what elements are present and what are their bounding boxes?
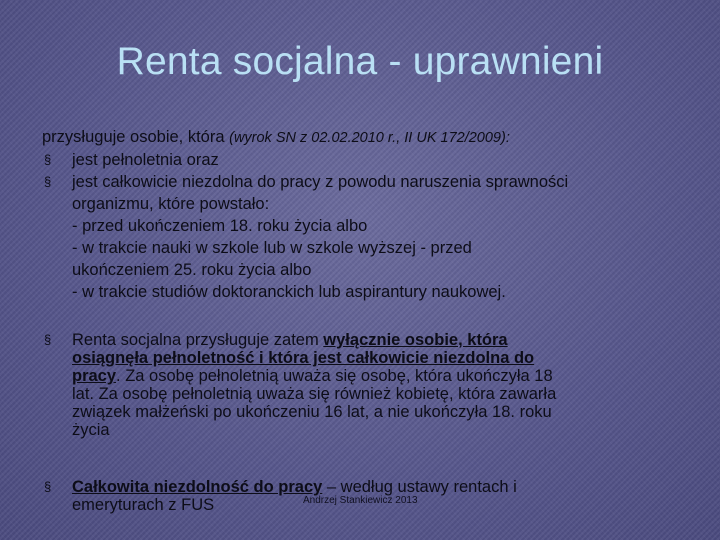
bullet-incapable-line2: organizmu, które powstało: (72, 195, 270, 213)
bullet-marker-icon: § (44, 152, 52, 167)
bullet-marker-icon: § (44, 174, 52, 189)
intro-line (42, 126, 682, 149)
bullet-summary (42, 331, 682, 439)
summary-emphasis-1: wyłącznie osobie, która (323, 331, 508, 349)
summary-line1 (72, 331, 682, 349)
summary-line4: lat. Za osobę pełnoletnią uważa się również kobietę, która zawarła (72, 385, 557, 403)
definition-line1 (72, 478, 682, 496)
definition-text: – według ustawy rentach i (322, 478, 517, 496)
slide-body (42, 126, 682, 303)
condition-before-18: - przed ukończeniem 18. roku życia albo (72, 217, 368, 235)
summary-line2 (72, 349, 682, 367)
summary-emphasis-2: osiągnęła pełnoletność i która jest całkowicie niezdolna do (72, 349, 535, 367)
condition-school-line1: - w trakcie nauki w szkole lub w szkole wyższej - przed (72, 239, 472, 257)
bullet-marker-icon: § (44, 332, 52, 347)
bullet-marker-icon: § (44, 479, 52, 494)
bullet-incapable-line1: jest całkowicie niezdolna do pracy z powodu naruszenia sprawności (72, 173, 569, 191)
summary-line6: życia (72, 421, 110, 439)
bullet-adult-text: jest pełnoletnia oraz (72, 151, 219, 169)
definition-emphasis: Całkowita niezdolność do pracy (72, 478, 323, 496)
bullet-adult (42, 149, 682, 171)
paragraph-summary (42, 331, 682, 439)
summary-line3 (72, 367, 682, 385)
court-citation: (wyrok SN z 02.02.2010 r., II UK 172/2009): (229, 130, 510, 146)
slide-title: Renta socjalna - uprawnieni (116, 40, 604, 83)
summary-text-rest: . Za osobę pełnoletnią uważa się osobę, która ukończyła 18 (116, 367, 553, 385)
condition-doctoral: - w trakcie studiów doktoranckich lub aspirantury naukowej. (72, 283, 506, 301)
summary-line5: związek małżeński po ukończeniu 16 lat, a nie ukończyła 18. roku (72, 403, 552, 421)
summary-text-start: Renta socjalna przysługuje zatem (72, 331, 324, 349)
definition-line2: emeryturach z FUS (72, 496, 215, 514)
bullet-incapable (42, 171, 682, 303)
intro-text: przysługuje osobie, która (42, 128, 230, 146)
condition-school-line2: ukończeniem 25. roku życia albo (72, 261, 312, 279)
slide-footer: Andrzej Stankiewicz 2013 (303, 495, 418, 506)
summary-emphasis-3: pracy (72, 367, 117, 385)
